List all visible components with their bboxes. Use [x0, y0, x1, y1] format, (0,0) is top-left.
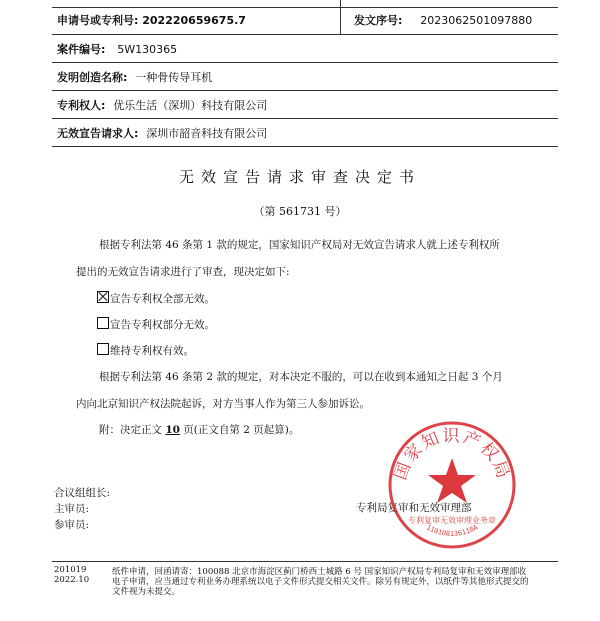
table-divider — [52, 62, 558, 63]
chief-examiner-label: 主审员: — [54, 503, 90, 515]
patentee-label: 专利权人: — [57, 99, 106, 112]
decision-number: （第 561731 号） — [253, 205, 347, 218]
footer-divider — [52, 561, 558, 562]
checkbox-checked-icon — [97, 291, 109, 303]
requester-row — [57, 125, 267, 141]
table-column-divider — [340, 0, 341, 34]
attachment-note: 附：决定正文 10 页(正文自第 2 页起算)。 — [99, 424, 300, 436]
seal-serial: 110108136118A — [424, 523, 480, 538]
footer-line-3: 文件视为未提交。 — [112, 587, 181, 597]
paragraph-1-line-2: 提出的无效宣告请求进行了审查，现决定如下: — [76, 266, 290, 278]
paragraph-1-line-1: 根据专利法第 46 条第 1 款的规定，国家知识产权局对无效宣告请求人就上述专利权所 — [99, 239, 500, 251]
table-divider — [52, 90, 558, 91]
document-number: 2023062501097880 — [420, 14, 533, 27]
svg-text:110108136118A — [425, 523, 480, 538]
participating-examiner-label: 参审员: — [54, 519, 90, 531]
table-divider — [52, 34, 558, 35]
application-number-label: 申请号或专利号: — [57, 14, 139, 27]
option-label: 维持专利权有效。 — [110, 345, 194, 357]
requester: 深圳市韶音科技有限公司 — [146, 127, 268, 140]
requester-label: 无效宣告请求人: — [57, 127, 139, 140]
checkbox-icon — [97, 343, 109, 355]
table-border-top — [52, 7, 558, 8]
invention-name-row — [57, 69, 212, 85]
option-invalid-partial — [97, 317, 215, 332]
attachment-page-count: 10 — [165, 424, 180, 436]
footer-line-1: 纸件申请，回函请寄：100088 北京市海淀区蓟门桥西土城路 6 号 国家知识产权局专利局复审和无效审理部收 — [112, 567, 527, 577]
option-invalid-all — [97, 291, 215, 306]
option-label: 宣告专利权部分无效。 — [110, 319, 215, 331]
application-number: 202220659675.7 — [142, 14, 246, 27]
patentee: 优乐生活（深圳）科技有限公司 — [113, 99, 268, 112]
seal-department: 专利复审无效审理业务章 — [408, 516, 496, 525]
patentee-row — [57, 97, 267, 113]
document-number-label: 发文序号: — [354, 14, 403, 27]
table-divider — [52, 118, 558, 119]
issuing-department: 专利局复审和无效审理部 — [356, 502, 472, 514]
invention-name-label: 发明创造名称: — [57, 71, 128, 84]
seal-star-icon — [428, 458, 476, 503]
case-number-label: 案件编号: — [57, 43, 106, 56]
panel-leader-label: 合议组组长: — [54, 487, 111, 499]
option-maintain-valid — [97, 343, 194, 358]
paragraph-2-line-1: 根据专利法第 46 条第 2 款的规定，对本决定不服的，可以在收到本通知之日起 3 个月 — [99, 371, 503, 383]
seal-name: 国家知识产权局 — [390, 426, 514, 483]
form-version: 2022.10 — [54, 575, 90, 585]
form-code: 201019 — [54, 565, 87, 575]
table-border-bottom — [52, 146, 558, 147]
footer-line-2: 电子申请，应当通过专利业务办理系统以电子文件形式提交相关文件。除另有规定外，以纸件等其他形式提交的 — [112, 577, 529, 587]
paragraph-2-line-2: 内向北京知识产权法院起诉，对方当事人作为第三人参加诉讼。 — [76, 398, 370, 410]
document-number-row — [354, 12, 532, 28]
document-title: 无效宣告请求审查决定书 — [178, 168, 421, 186]
official-seal — [385, 418, 519, 552]
option-label: 宣告专利权全部无效。 — [110, 293, 215, 305]
case-number-row — [57, 41, 177, 57]
application-number-row — [57, 12, 246, 28]
checkbox-icon — [97, 317, 109, 329]
invention-name: 一种骨传导耳机 — [135, 71, 213, 84]
case-number: 5W130365 — [117, 43, 178, 56]
